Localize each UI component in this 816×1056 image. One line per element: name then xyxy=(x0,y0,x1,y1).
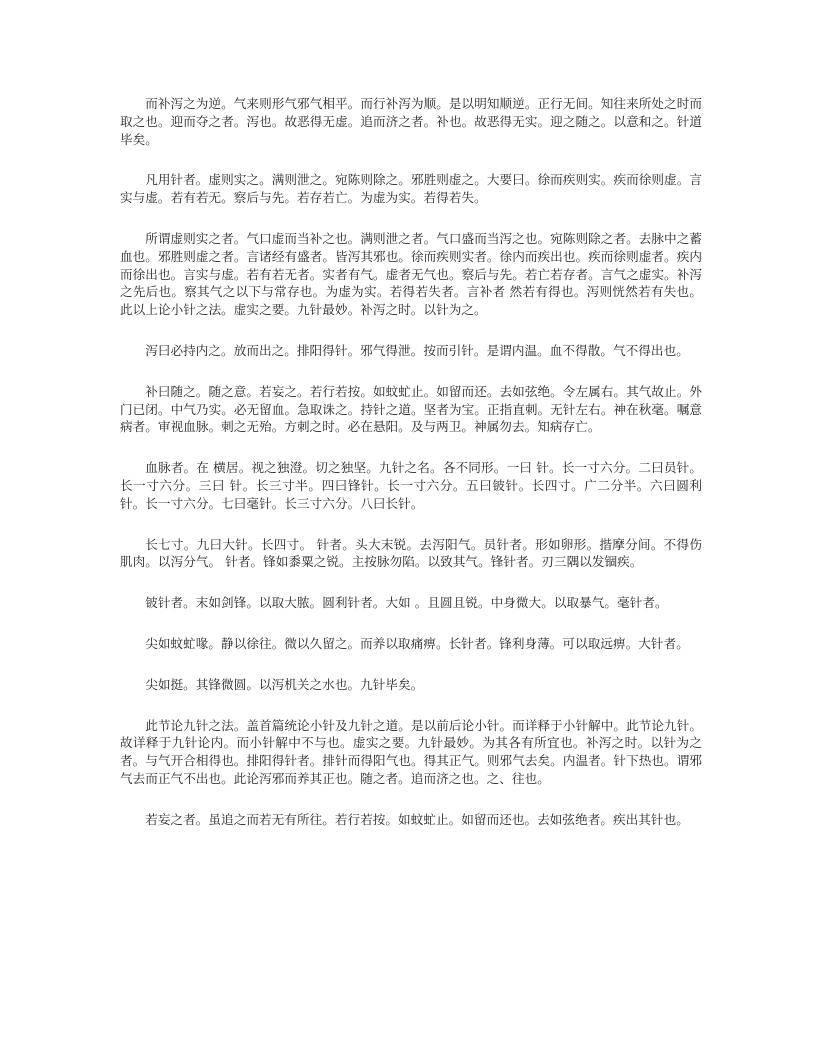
paragraph: 长七寸。九曰大针。长四寸。 针者。头大末锐。去泻阳气。员针者。形如卵形。揩摩分间。不得伤肌肉。以泻分气。 针者。锋如黍粟之锐。主按脉勿陷。以致其气。锋针者。刃三隅以发锢疾。 xyxy=(120,536,702,570)
paragraph: 铍针者。末如剑锋。以取大脓。圆利针者。大如 。且圆且锐。中身微大。以取暴气。毫针者。 xyxy=(145,595,668,611)
paragraph: 补曰随之。随之意。若妄之。若行若按。如蚊虻止。如留而还。去如弦绝。令左属右。其气故止。外门已闭。中气乃实。必无留血。急取诛之。持针之道。坚者为宝。正指直刺。无针左右。神在秋毫。嘱意病者。审视血脉。刺之无殆。方刺之时。必在悬阳。及与两卫。神属勿去。知病存亡。 xyxy=(120,383,702,435)
paragraph: 所谓虚则实之者。气口虚而当补之也。满则泄之者。气口盛而当泻之也。宛陈则除之者。去脉中之蓄血也。邪胜则虚之者。言诸经有盛者。皆泻其邪也。徐而疾则实者。徐内而疾出也。疾而徐则虚者。疾内而徐出也。言实与虚。若有若无者。实者有气。虚者无气也。察后与先。若亡若存者。言气之虚实。补泻之先后也。察其气之以下与常存也。为虚为实。若得若失者。言补者 然若有得也。泻则恍然若有失也。此以上论小针之法。虚实之要。九针最妙。补泻之时。以针为之。 xyxy=(120,230,702,318)
paragraph: 尖如蚊虻喙。静以徐往。微以久留之。而养以取痛痹。长针者。锋利身薄。可以取远痹。大针者。 xyxy=(145,635,689,651)
paragraph: 而补泻之为逆。气来则形气邪气相平。而行补泻为顺。是以明知顺逆。正行无间。知往来所处之时而取之也。迎而夺之者。泻也。故恶得无虚。追而济之者。补也。故恶得无实。迎之随之。以意和之。针道毕矣。 xyxy=(120,96,702,147)
paragraph: 血脉者。在 横居。视之独澄。切之独坚。九针之名。各不同形。一曰 针。长一寸六分。二曰员针。长一寸六分。三曰 针。长三寸半。四曰锋针。长一寸六分。五曰铍针。长四寸。广二分半。六曰圆利针。长一寸六分。七曰毫针。长三寸六分。八曰长针。 xyxy=(120,460,702,511)
paragraph: 此节论九针之法。盖首篇统论小针及九针之道。是以前后论小针。而详释于小针解中。此节论九针。故详释于九针论内。而小针解中不与也。虚实之要。九针最妙。为其各有所宜也。补泻之时。以针为之者。与气开合相得也。排阳得针者。排针而得阳气也。得其正气。则邪气去矣。内温者。针下热也。谓邪气去而正气不出也。此论泻邪而养其正也。随之者。追而济之也。之、往也。 xyxy=(120,717,702,786)
paragraph: 泻曰必持内之。放而出之。排阳得针。邪气得泄。按而引针。是谓内温。血不得散。气不得出也。 xyxy=(145,342,689,358)
document-page xyxy=(120,95,702,852)
paragraph: 若妄之者。虽追之而若无有所往。若行若按。如蚊虻止。如留而还也。去如弦绝者。疾出其针也。 xyxy=(145,811,689,827)
paragraph: 尖如挺。其锋微圆。以泻机关之水也。九针毕矣。 xyxy=(145,676,424,692)
paragraph: 凡用针者。虚则实之。满则泄之。宛陈则除之。邪胜则虚之。大要曰。徐而疾则实。疾而徐则虚。言实与虚。若有若无。察后与先。若存若亡。为虚为实。若得若失。 xyxy=(120,172,702,206)
